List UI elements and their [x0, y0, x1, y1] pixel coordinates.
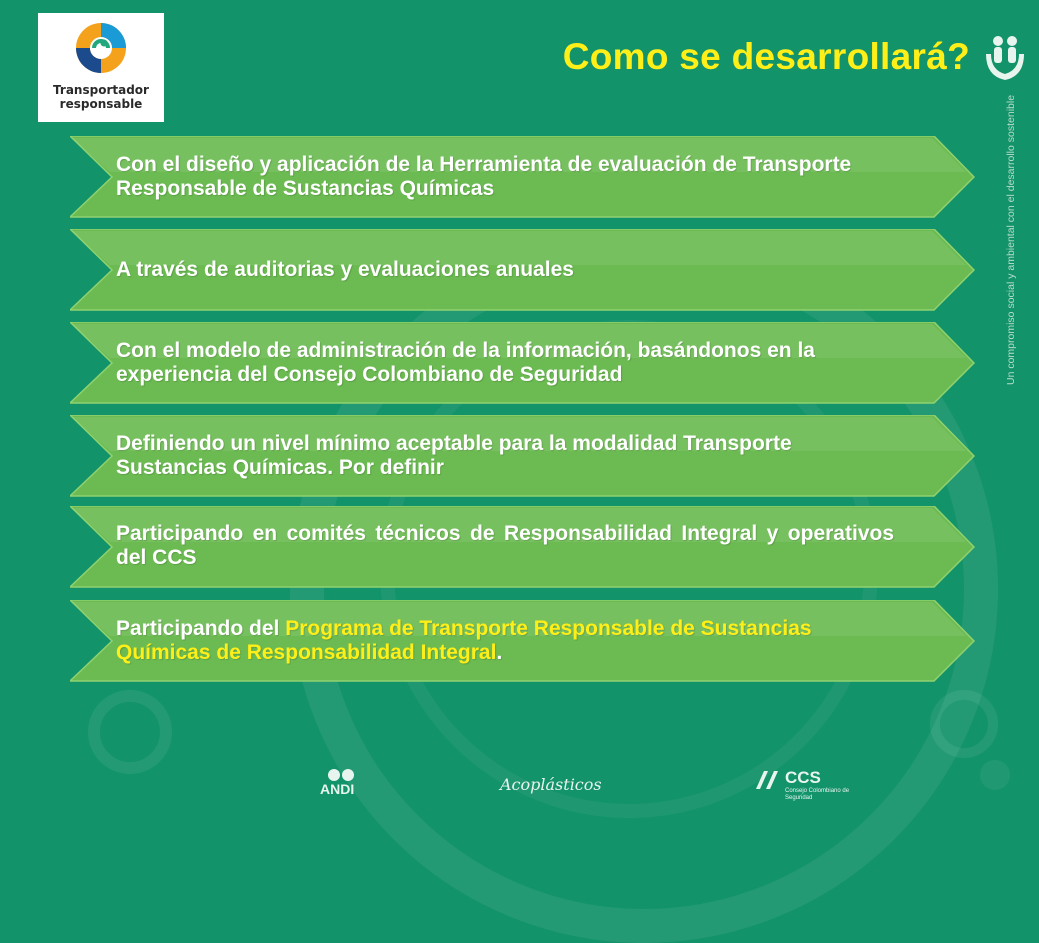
- item-text: [116, 600, 894, 682]
- background-dot-right-1: [930, 690, 998, 758]
- item-text: A través de auditorias y evaluaciones anuales: [116, 258, 574, 281]
- andi-logo: ANDI: [320, 781, 355, 797]
- item-text: Con el modelo de administración de la información, basándonos en la experiencia del Consejo Colombiano de Seguridad: [116, 339, 815, 386]
- vertical-slogan: Un compromiso social y ambiental con el desarrollo sostenible: [1005, 95, 1017, 386]
- list-item-6: [70, 600, 975, 682]
- transportador-responsable-icon: [74, 19, 128, 77]
- ccs-subtitle: Consejo Colombiano de Seguridad: [785, 788, 850, 801]
- list-item-5: [70, 506, 975, 588]
- list-item-4: [70, 415, 975, 497]
- people-hands-icon: [984, 32, 1026, 84]
- list-item-1: [70, 136, 975, 218]
- program-highlight: Programa de Transporte Responsable de Sustancias Químicas de Responsabilidad Integral: [116, 617, 812, 664]
- logo-line-1: Transportador: [53, 83, 149, 97]
- ccs-logo: CCS: [785, 768, 821, 787]
- transportador-responsable-logo: [38, 13, 164, 122]
- list-item-2: [70, 229, 975, 311]
- background-dot-right-2: [980, 760, 1010, 790]
- logo-line-2: responsable: [59, 97, 143, 111]
- item-text-prefix: Participando del: [116, 617, 286, 640]
- background-dot-left-1: [88, 690, 172, 774]
- item-text: Participando en comités técnicos de Responsabilidad Integral y operativos del CCS: [116, 522, 894, 569]
- item-text: Con el diseño y aplicación de la Herramienta de evaluación de Transporte Responsable de Sustancias Químicas: [116, 153, 852, 200]
- andi-icon: [327, 768, 357, 782]
- item-text: Definiendo un nivel mínimo aceptable para la modalidad Transporte Sustancias Químicas. Por definir: [116, 432, 792, 479]
- page-title: Como se desarrollará?: [562, 36, 970, 77]
- list-item-3: [70, 322, 975, 404]
- acoplasticos-logo: Acoplásticos: [500, 775, 602, 794]
- item-text-suffix: .: [496, 641, 503, 664]
- ccs-icon: [752, 767, 782, 793]
